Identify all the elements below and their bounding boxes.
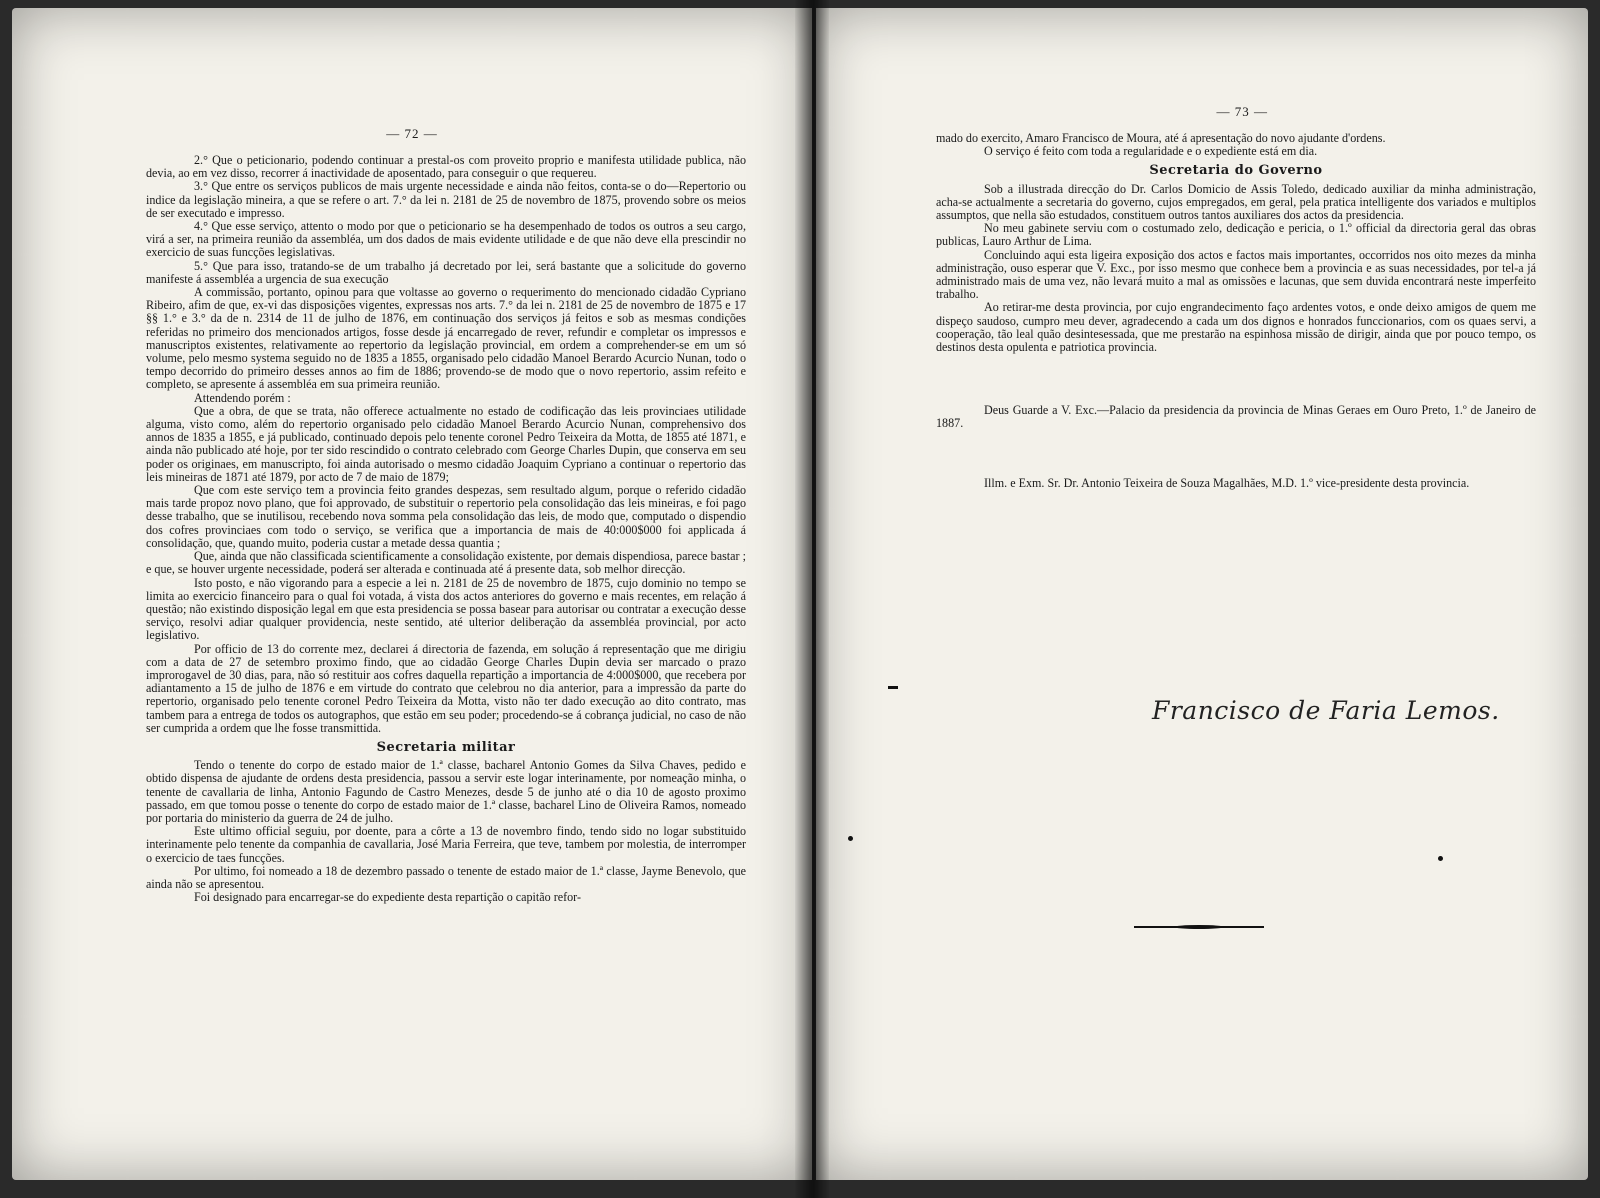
- paragraph: Que a obra, de que se trata, não offerece actualmente no estado de codificação das leis provinciaes utilidade alguma, visto como, além do repertorio organisado pelo cidadão Manoel Berardo Acurcio Nunan, comprehensivo dos annos de 1835 a 1855, e já publicado, continuado depois pelo tenente coronel Pedro Teixeira da Motta, de 1855 até 1871, e ainda não publicado até hoje, por ter sido rescindido o contrato celebrado com George Charles Dupin, que conserva em seu poder os originaes, em manuscripto, foi ainda autorisado o mesmo cidadão Joaquim Cypriano a continuar o repertorio das leis mineiras de 1871 até 1879, por acto de 7 de maio de 1879;: [146, 403, 746, 484]
- right-page: [816, 8, 1588, 1180]
- paragraph: 2.° Que o peticionario, podendo continuar a prestal-os com proveito proprio e manifesta utilidade publica, não devia, ao em vez disso, recorrer á inactividade de aposentado, para conseguir o que requereu.: [146, 153, 746, 181]
- paragraph: Que com este serviço tem a provincia feito grandes despezas, sem resultado algum, porque o referido cidadão mais tarde propoz novo plano, que foi approvado, de substituir o repertorio pela consolidação das leis mineiras, e foi pago desse trabalho, que se inutilisou, recebendo nova somma pela consolidação das leis, de modo que, computado o dispendio dos cofres provinciaes com todo o serviço, se verifica que a importancia de mais de 40:000$000 foi applicada á consolidação, que, quando muito, poderia custar a metade dessa quantia ;: [146, 483, 746, 550]
- paragraph: Isto posto, e não vigorando para a especie a lei n. 2181 de 25 de novembro de 1875, cujo dominio no tempo se limita ao exercicio financeiro para o qual foi votada, á vista dos actos anteriores do governo e mais recentes, em relação á questão; não existindo disposição legal em que esta presidencia se possa basear para autorisar ou contratar a execução desse serviço, resolvi adiar qualquer providencia, neste sentido, até ulterior deliberação da assembléa provincial, por acto legislativo.: [146, 575, 746, 643]
- page-number: — 73 —: [1216, 104, 1268, 119]
- margin-mark: [888, 686, 898, 689]
- spacer: [936, 431, 1536, 477]
- paragraph: No meu gabinete serviu com o costumado zelo, dedicação e pericia, o 1.º official da directoria geral das obras publicas, Lauro Arthur de Lima.: [936, 221, 1536, 249]
- paragraph: 5.° Que para isso, tratando-se de um trabalho já decretado por lei, será bastante que a solicitude do governo manifeste á assembléa a urgencia de sua execução: [146, 258, 746, 286]
- paragraph: Por ultimo, foi nomeado a 18 de dezembro passado o tenente de estado maior de 1.ª classe, Jayme Benevolo, que ainda não se apresentou.: [146, 863, 746, 891]
- paragraph: Que, ainda que não classificada scientificamente a consolidação existente, por demais dispendiosa, parece bastar ; e que, se houver urgente necessidade, poderá ser alterada e continuada até á presente data, sob melhor direcção.: [146, 549, 746, 577]
- paragraph: O serviço é feito com toda a regularidade e o expediente está em dia.: [984, 144, 1318, 159]
- continuation-line: mado do exercito, Amaro Francisco de Moura, até á apresentação do novo ajudante d'ordens.: [936, 131, 1386, 145]
- page-number: — 72 —: [386, 126, 438, 141]
- left-page-body: [146, 154, 746, 904]
- paragraph: Por officio de 13 do corrente mez, declarei á directoria de fazenda, em solução á representação que me dirigiu com a data de 27 de setembro proximo findo, que ao cidadão George Charles Dupin devia ser marcado o prazo improrogavel de 30 dias, para, não só restituir aos cofres daquella repartição a importancia de 4:000$000, que recebera por adiantamento a 15 de julho de 1876 e em virtude do contrato que celebrou no dia anterior, para a impressão da parte do repertorio, organisado pelo tenente coronel Pedro Teixeira da Motta, visto não ter dado execução ao dito contrato, mas tambem para a entrega de todos os autographos, que estão em seu poder; procedendo-se á cobrança judicial, no caso de não ser cumprida a ordem que lhe fosse transmittida.: [146, 641, 746, 735]
- addressee: Illm. e Exm. Sr. Dr. Antonio Teixeira de Souza Magalhães, M.D. 1.º vice-presidente desta provincia.: [984, 475, 1470, 490]
- paragraph: Ao retirar-me desta provincia, por cujo engrandecimento faço ardentes votos, e onde deixo amigos de quem me dispeço saudoso, cumpro meu dever, agradecendo a cada um dos dignos e honrados funccionarios, com os quaes servi, a cooperação, tão leal quão desintesessada, que me prestarão na espinhosa missão de dirigir, ainda que por pouco tempo, os destinos desta opulenta e patriotica provincia.: [936, 300, 1536, 355]
- paragraph: Este ultimo official seguiu, por doente, para a côrte a 13 de novembro findo, tendo sido no logar substituido interinamente pelo tenente da companhia de cavallaria, José Maria Ferreira, que teve, tambem por molestia, de interromper o exercicio de taes funcções.: [146, 824, 746, 865]
- margin-dot: [1438, 856, 1443, 861]
- paragraph: Attendendo porém :: [194, 390, 291, 405]
- left-page: [12, 8, 812, 1180]
- paragraph: Sob a illustrada direcção do Dr. Carlos Domicio de Assis Toledo, dedicado auxiliar da minha administração, acha-se actualmente a secretaria do governo, cujos empregados, em geral, pela pratica intelligente dos variados e multiplos assumptos, que nella são estudados, constituem outros tantos auxiliares dos actos da presidencia.: [936, 181, 1536, 223]
- paragraph: A commissão, portanto, opinou para que voltasse ao governo o requerimento do mencionado cidadão Cypriano Ribeiro, afim de que, ex-vi das disposições vigentes, expressas nos arts. 7.° da lei n. 2181 de 25 de novembro de 1875 e 17 §§ 1.° e 3.° da de n. 2314 de 11 de julho de 1876, em continuação dos serviços já feitos e sob as mesmas condições referidas no primeiro dos mencionados artigos, fosse desde já encarregado de rever, refundir e completar os impressos e manuscriptos existentes, relativamente ao repertorio da legislação provincial, em ordem a comprehender-se em um só volume, pelo mesmo systema seguido no de 1835 a 1855, organisado pelo cidadão Manoel Berardo Acurcio Nunan, todo o tempo decorrido do primeiro desses annos ao fim de 1886; provendo-se de modo que o novo repertorio, assim refeito e completo, se apresente á assembléa em sua primeira reunião.: [146, 285, 746, 392]
- closing-salutation: Deus Guarde a V. Exc.—Palacio da presidencia da provincia de Minas Geraes em Ouro Preto, 1.º de Janeiro de 1887.: [936, 403, 1536, 431]
- paragraph: 4.° Que esse serviço, attento o modo por que o peticionario se ha desempenhado de todos os outros a seu cargo, virá a ser, na primeira reunião da assembléa, um dos dados de mais evidente utilidade e de que não deve ella prescindir no exercicio de suas funcções legislativas.: [146, 219, 746, 260]
- paragraph: Concluindo aqui esta ligeira exposição dos actos e factos mais importantes, occorridos nos oito mezes da minha administração, ouso esperar que V. Exc., por isso mesmo que conhece bem a provincia e as suas necessidades, por tel-a já administrado mais de uma vez, não levará muito a mal as omissões e lacunas, que sem duvida encontrará neste imperfeito trabalho.: [936, 247, 1536, 302]
- paragraph: Foi designado para encarregar-se do expediente desta repartição o capitão refor-: [194, 890, 581, 905]
- spacer: [936, 354, 1536, 404]
- book-gutter: [795, 0, 829, 1198]
- paragraph: Tendo o tenente do corpo de estado maior de 1.ª classe, bacharel Antonio Gomes da Silva Chaves, pedido e obtido dispensa de ajudante de ordens desta presidencia, passou a servir este logar interinamente, por nomeação minha, o tenente de cavallaria de linha, Antonio Fagundo de Castro Menezes, desde 5 de junho até o dia 10 de agosto proximo passado, em que tomou posse o tenente do corpo de estado maior de 1.ª classe, bacharel Lino de Oliveira Ramos, nomeado por portaria do ministerio da guerra de 24 de julho.: [146, 758, 746, 825]
- margin-dot: [848, 836, 853, 841]
- section-heading: Secretaria do Governo: [1149, 163, 1323, 179]
- section-heading: Secretaria militar: [376, 739, 516, 755]
- closing-rule: [1134, 926, 1264, 928]
- handwritten-signature: Francisco de Faria Lemos.: [1152, 696, 1500, 725]
- paragraph: 3.° Que entre os serviços publicos de mais urgente necessidade e ainda não feitos, conta-se o do—Repertorio ou indice da legislação mineira, a que se refere o art. 7.° da lei n. 2181 de 25 de novembro de 1875, provendo sobre os meios de ser executado e impresso.: [146, 179, 746, 220]
- right-page-body: [936, 132, 1536, 490]
